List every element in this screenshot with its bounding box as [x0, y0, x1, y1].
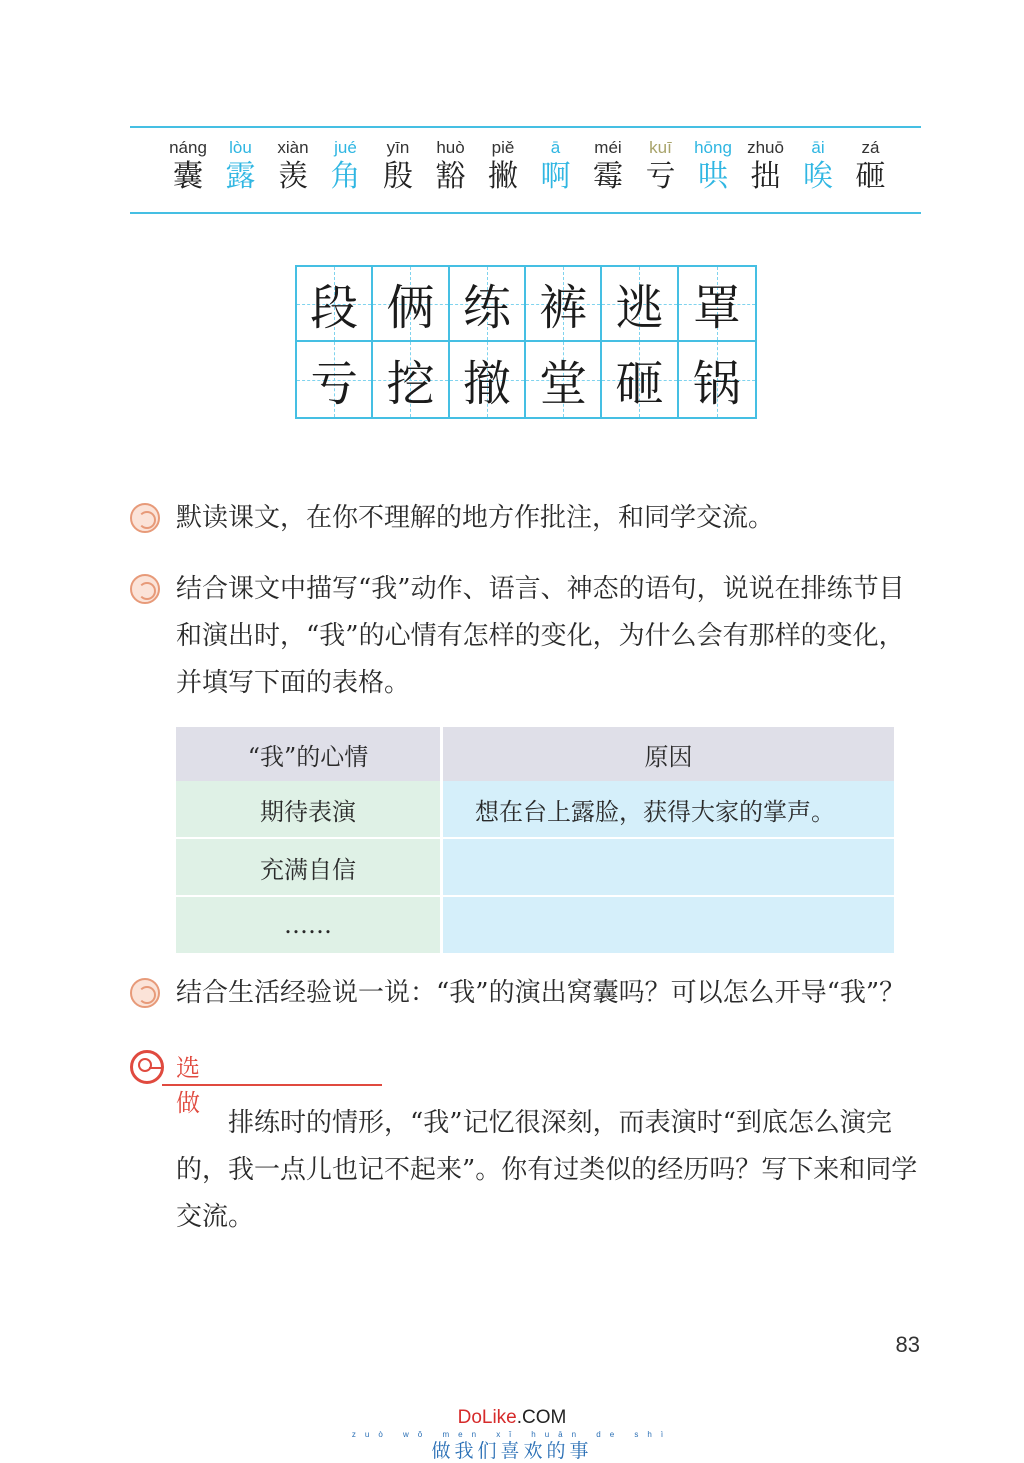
optional-underline [162, 1084, 382, 1086]
vocab-pinyin: kuī [649, 138, 672, 157]
question-1-text: 默读课文，在你不理解的地方作批注，和同学交流。 [176, 503, 775, 533]
question-3-text: 结合生活经验说一说：“我”的演出窝囊吗？可以怎么开导“我”？ [176, 978, 906, 1008]
grid-character: 亏 [310, 356, 359, 412]
watermark-brand [0, 1407, 1024, 1429]
optional-task-text: 排练时的情形，“我”记忆很深刻，而表演时“到底怎么演完的，我一点儿也记不起来”。你有过类似的经历吗？写下来和同学交流。 [176, 1108, 918, 1232]
vocab-word [792, 138, 844, 195]
table-cell-mood: 期待表演 [176, 781, 442, 838]
vocab-word [425, 138, 477, 195]
vocab-word [740, 138, 792, 195]
grid-character: 挖 [386, 356, 435, 412]
grid-character: 俩 [386, 280, 435, 336]
vocab-pinyin: lòu [229, 138, 252, 157]
table-cell-reason[interactable] [442, 838, 895, 896]
table-header-row [176, 727, 894, 781]
grid-character: 段 [310, 280, 359, 336]
vocab-word [267, 138, 319, 195]
vocab-word [582, 138, 634, 195]
watermark [0, 1407, 1024, 1463]
grid-cell [526, 267, 602, 342]
grid-cell [679, 267, 755, 342]
vocab-word [845, 138, 897, 195]
vocab-word [530, 138, 582, 195]
question-bullet-icon [130, 978, 160, 1008]
grid-character: 逃 [615, 280, 664, 336]
vocab-pinyin: huò [436, 138, 465, 157]
vocabulary-strip [130, 126, 921, 214]
vocab-pinyin: āi [811, 138, 825, 157]
vocab-character: 囊 [173, 159, 203, 194]
vocab-pinyin: zhuō [747, 138, 784, 157]
grid-character: 撤 [462, 356, 511, 412]
grid-cell [297, 342, 373, 417]
vocab-character: 羡 [278, 159, 308, 194]
vocab-character: 霉 [593, 159, 623, 194]
page-number: 83 [895, 1332, 920, 1357]
vocab-word [215, 138, 267, 195]
optional-label: 选 做 [176, 1054, 208, 1117]
vocab-word [162, 138, 214, 195]
table-cell-reason[interactable]: 想在台上露脸，获得大家的掌声。 [442, 781, 895, 838]
vocab-character: 拙 [750, 159, 781, 194]
vocab-character: 唉 [803, 159, 833, 194]
vocab-pinyin: xiàn [277, 138, 309, 157]
grid-character: 裤 [539, 280, 588, 336]
vocab-character: 露 [225, 159, 256, 194]
watermark-pinyin: zuò wǒ men xǐ huān de shì [351, 1430, 673, 1439]
grid-cell [450, 342, 526, 417]
grid-character: 堂 [539, 356, 588, 412]
character-writing-grid [295, 265, 757, 419]
vocab-character: 殷 [383, 159, 413, 194]
grid-character: 练 [462, 280, 511, 336]
vocab-character: 豁 [435, 159, 466, 194]
vocab-character: 亏 [645, 159, 676, 194]
table-header-mood: “我”的心情 [176, 727, 442, 781]
watermark-slogan: 做我们喜欢的事 [431, 1440, 593, 1462]
grid-cell [373, 342, 449, 417]
question-bullet-icon [130, 503, 160, 533]
optional-task-icon [130, 1050, 164, 1084]
table-cell-reason[interactable] [442, 896, 895, 954]
grid-character: 砸 [615, 356, 664, 412]
vocab-pinyin: ā [550, 138, 561, 157]
vocab-pinyin: zá [861, 138, 880, 157]
vocab-word [635, 138, 687, 195]
grid-character: 锅 [692, 356, 741, 412]
vocab-character: 砸 [855, 159, 886, 194]
grid-cell [679, 342, 755, 417]
table-cell-mood: …… [176, 896, 442, 954]
vocab-character: 角 [330, 159, 361, 194]
vocab-character: 撇 [488, 159, 518, 194]
table-cell-mood: 充满自信 [176, 838, 442, 896]
vocab-character: 哄 [698, 159, 728, 194]
table-header-reason: 原因 [442, 727, 895, 781]
mood-table [176, 727, 894, 955]
grid-cell [373, 267, 449, 342]
table-row [176, 896, 894, 954]
vocab-pinyin: náng [169, 138, 207, 157]
vocab-pinyin: jué [334, 138, 357, 157]
vocab-pinyin: yīn [386, 138, 410, 157]
grid-cell [602, 267, 678, 342]
watermark-brand-suffix: .COM [516, 1407, 567, 1428]
grid-character: 罩 [692, 280, 741, 336]
grid-cell [602, 342, 678, 417]
grid-cell [450, 267, 526, 342]
vocab-character: 啊 [540, 159, 571, 194]
vocab-word [320, 138, 372, 195]
vocab-word [687, 138, 739, 195]
vocab-pinyin: piě [491, 138, 515, 157]
grid-cell [297, 267, 373, 342]
vocab-pinyin: méi [594, 138, 622, 157]
grid-cell [526, 342, 602, 417]
table-row [176, 838, 894, 896]
question-bullet-icon [130, 574, 160, 604]
vocab-word [477, 138, 529, 195]
vocab-pinyin: hōng [694, 138, 732, 157]
table-row [176, 781, 894, 838]
watermark-brand-red: DoLike [457, 1407, 517, 1428]
question-2-text: 结合课文中描写“我”动作、语言、神态的语句，说说在排练节目和演出时，“我”的心情有怎样的变化，为什么会有那样的变化，并填写下面的表格。 [176, 574, 905, 698]
vocab-word [372, 138, 424, 195]
